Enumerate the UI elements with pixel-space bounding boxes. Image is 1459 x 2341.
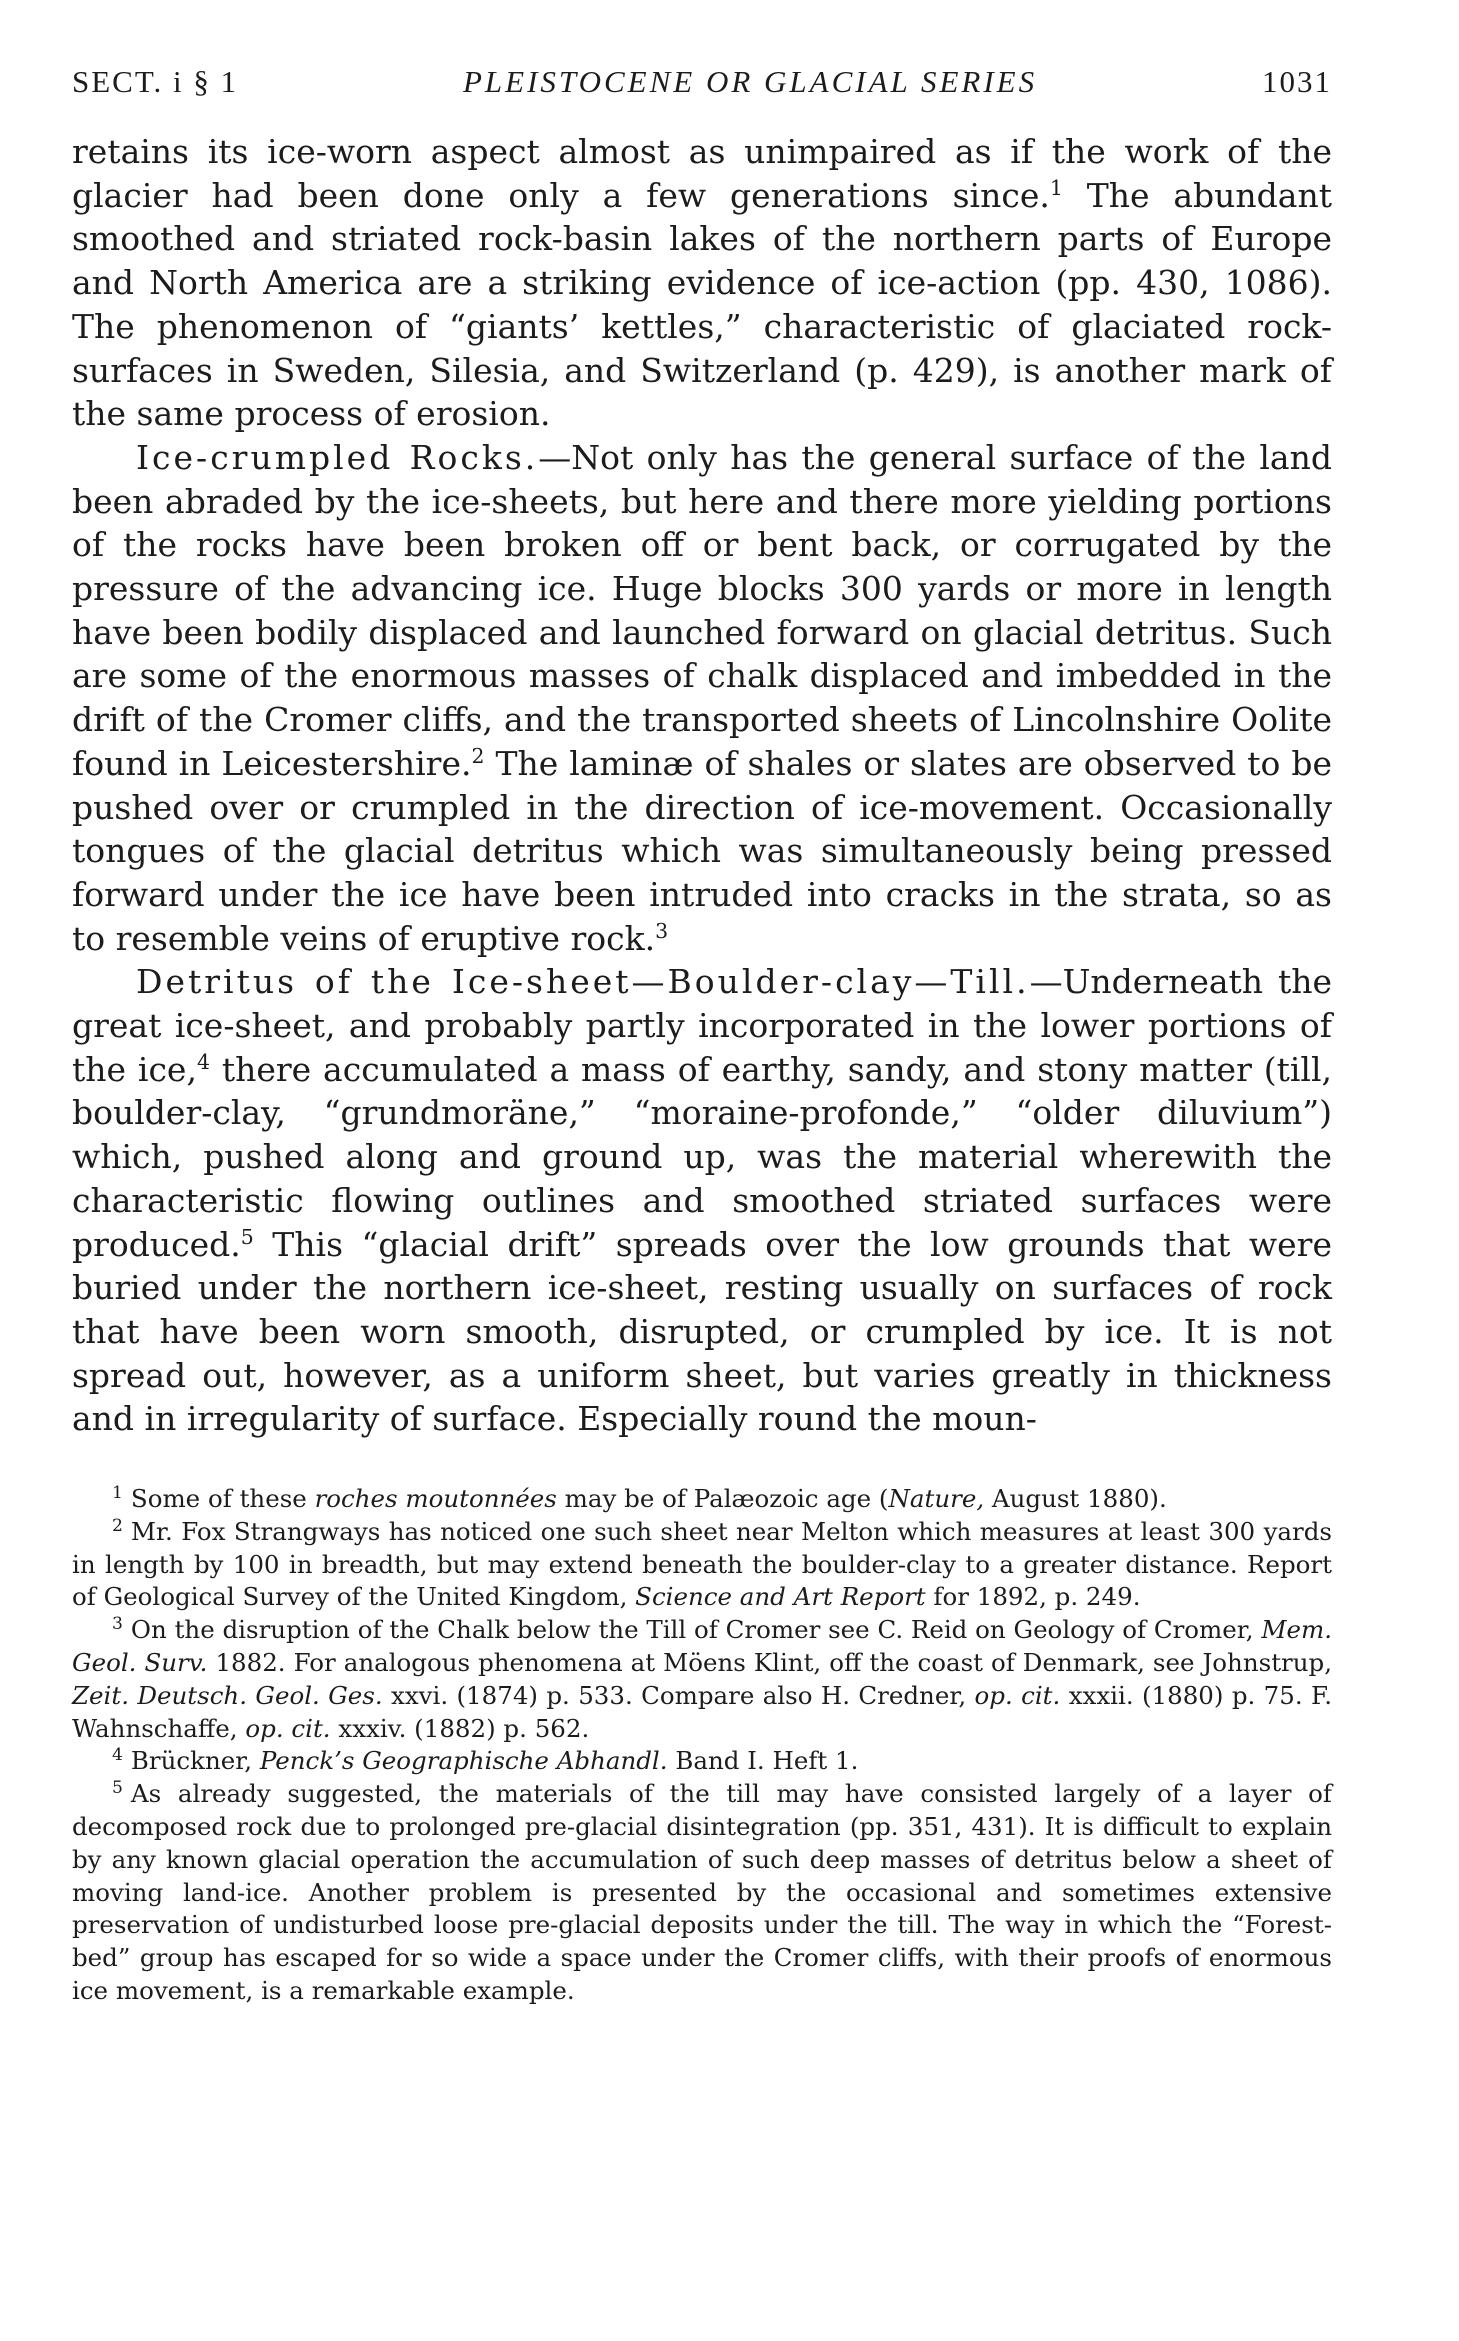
- paragraph-text: The laminæ of shales or slates are observed to be pushed over or crumpled in the direction of ice-movement. Occasionally tongues of the glacial detritus which was simultaneously being pressed forward under the ice have been intruded into cracks in the strata, so as to resemble veins of eruptive rock.: [72, 743, 1332, 958]
- paragraph-text: The abundant smoothed and striated rock-basin lakes of the northern parts of Europe and North America are a striking evidence of ice-action (pp. 430, 1086). The phenomenon of “giants’ kettles,” characteristic of glaciated rock-surfaces in Sweden, Silesia, and Switzerland (p. 429), is another mark of the same process of erosion.: [72, 175, 1332, 434]
- body-text: [72, 130, 1332, 1441]
- book-page: [72, 64, 1332, 2008]
- footnote-text: xxxiv. (1882) p. 562.: [330, 1713, 590, 1743]
- footnote-number: 2: [112, 1515, 123, 1536]
- footnote-ref: 1: [1049, 175, 1063, 200]
- footnote-3: [72, 1614, 1332, 1745]
- footnote-number: 1: [112, 1482, 123, 1503]
- footnote-4: [72, 1745, 1332, 1778]
- footnote-1: [72, 1483, 1332, 1516]
- footnote-2: [72, 1516, 1332, 1614]
- paragraph-text: —Underneath the great ice-sheet, and probably partly incorporated in the lower portions of the ice,: [72, 962, 1333, 1089]
- footnote-text: xxvi. (1874) p. 533. Compare also H. Credner,: [382, 1680, 975, 1710]
- paragraph-text: —Not only has the general surface of the land been abraded by the ice-sheets, but here and there more yielding portions of the rocks have been broken off or bent back, or corrugated by the pressure of the advancing ice. Huge blocks 300 yards or more in length have been bodily displaced and launched forward on glacial detritus. Such are some of the enormous masses of chalk displaced and imbedded in the drift of the Cromer cliffs, and the transported sheets of Lincolnshire Oolite found in Leicestershire.: [72, 437, 1332, 783]
- footnote-text: On the disruption of the Chalk below the Till of Cromer see C. Reid on Geology of Cromer,: [130, 1615, 1262, 1645]
- footnote-text: August 1880).: [984, 1484, 1167, 1514]
- paragraph-text: This “glacial drift” spreads over the low grounds that were buried under the northern ice-sheet, resting usually on surfaces of rock that have been worn smooth, disrupted, or crumpled by ice. It is not spread out, however, as a uniform sheet, but varies greatly in thickness and in irregularity of surface. Especially round the moun-: [72, 1224, 1332, 1439]
- footnote-number: 4: [112, 1745, 123, 1766]
- footnote-italic: op. cit.: [245, 1713, 331, 1743]
- paragraph-heading: Ice-crumpled Rocks.: [136, 437, 539, 477]
- paragraph-text: there accumulated a mass of earthy, sandy, and stony matter (till, boulder-clay, “grundmoräne,” “moraine-profonde,” “older diluvium”) which, pushed along and ground up, was the material wherewith the characteristic flowing outlines and smoothed striated surfaces were produced.: [72, 1049, 1333, 1264]
- footnote-text: Band I. Heft 1.: [667, 1746, 859, 1776]
- footnote-text: 1882. For analogous phenomena at Möens Klint, off the coast of Denmark, see Johnstrup,: [207, 1648, 1332, 1678]
- paragraph-text: retains its ice-worn aspect almost as unimpaired as if the work of the glacier had been done only a few generations since.: [72, 132, 1332, 215]
- section-label: SECT. i § 1: [72, 64, 239, 99]
- footnote-ref: 2: [471, 743, 485, 768]
- footnote-text: Brückner,: [130, 1746, 260, 1776]
- running-title: PLEISTOCENE OR GLACIAL SERIES: [462, 64, 1038, 99]
- footnote-number: 3: [112, 1614, 123, 1635]
- footnote-ref: 3: [655, 918, 669, 943]
- footnote-italic: Science and Art Report: [635, 1582, 926, 1612]
- footnote-number: 5: [112, 1778, 123, 1799]
- paragraph-heading: Detritus of the Ice-sheet—Boulder-clay—Till.: [136, 962, 1030, 1002]
- footnote-ref: 5: [240, 1224, 254, 1249]
- footnote-text: for 1892, p. 249.: [925, 1582, 1141, 1612]
- footnote-italic: op. cit.: [974, 1680, 1061, 1710]
- footnote-text: may be of Palæozoic age (: [556, 1484, 889, 1514]
- footnote-text: Mr. Fox Strangways has noticed one such sheet near Melton which measures at least 300 yards in length by 100 in breadth, but may extend beneath the boulder-clay to a greater distance. Report of Geological Survey of the United Kingdom,: [72, 1516, 1332, 1612]
- footnote-text: Some of these: [130, 1484, 315, 1514]
- footnote-ref: 4: [196, 1049, 210, 1074]
- page-number: 1031: [1261, 64, 1332, 99]
- footnote-italic: roches moutonnées: [314, 1484, 557, 1514]
- footnotes: [72, 1483, 1332, 2008]
- footnote-italic: Nature,: [888, 1484, 985, 1514]
- running-head: [72, 64, 1332, 100]
- footnote-text: xxxii. (1880) p. 75. F. Wahnschaffe,: [72, 1680, 1332, 1743]
- footnote-italic: Mem. Geol. Surv.: [72, 1615, 1332, 1678]
- paragraph-3: [72, 960, 1332, 1441]
- footnote-italic: Penck’s Geographische Abhandl.: [259, 1746, 668, 1776]
- footnote-text: As already suggested, the materials of the till may have consisted largely of a layer of decomposed rock due to prolonged pre-glacial disintegration (pp. 351, 431). It is difficult to explain by any known glacial operation the accumulation of such deep masses of detritus below a sheet of moving land-ice. Another problem is presented by the occasional and sometimes extensive preservation of undisturbed loose pre-glacial deposits under the till. The way in which the “Forest-bed” group has escaped for so wide a space under the Cromer cliffs, with their proofs of enormous ice movement, is a remarkable example.: [72, 1779, 1332, 2006]
- footnote-italic: Zeit. Deutsch. Geol. Ges.: [72, 1680, 383, 1710]
- paragraph-1: [72, 130, 1332, 436]
- footnote-5: [72, 1778, 1332, 2008]
- paragraph-2: [72, 436, 1332, 960]
